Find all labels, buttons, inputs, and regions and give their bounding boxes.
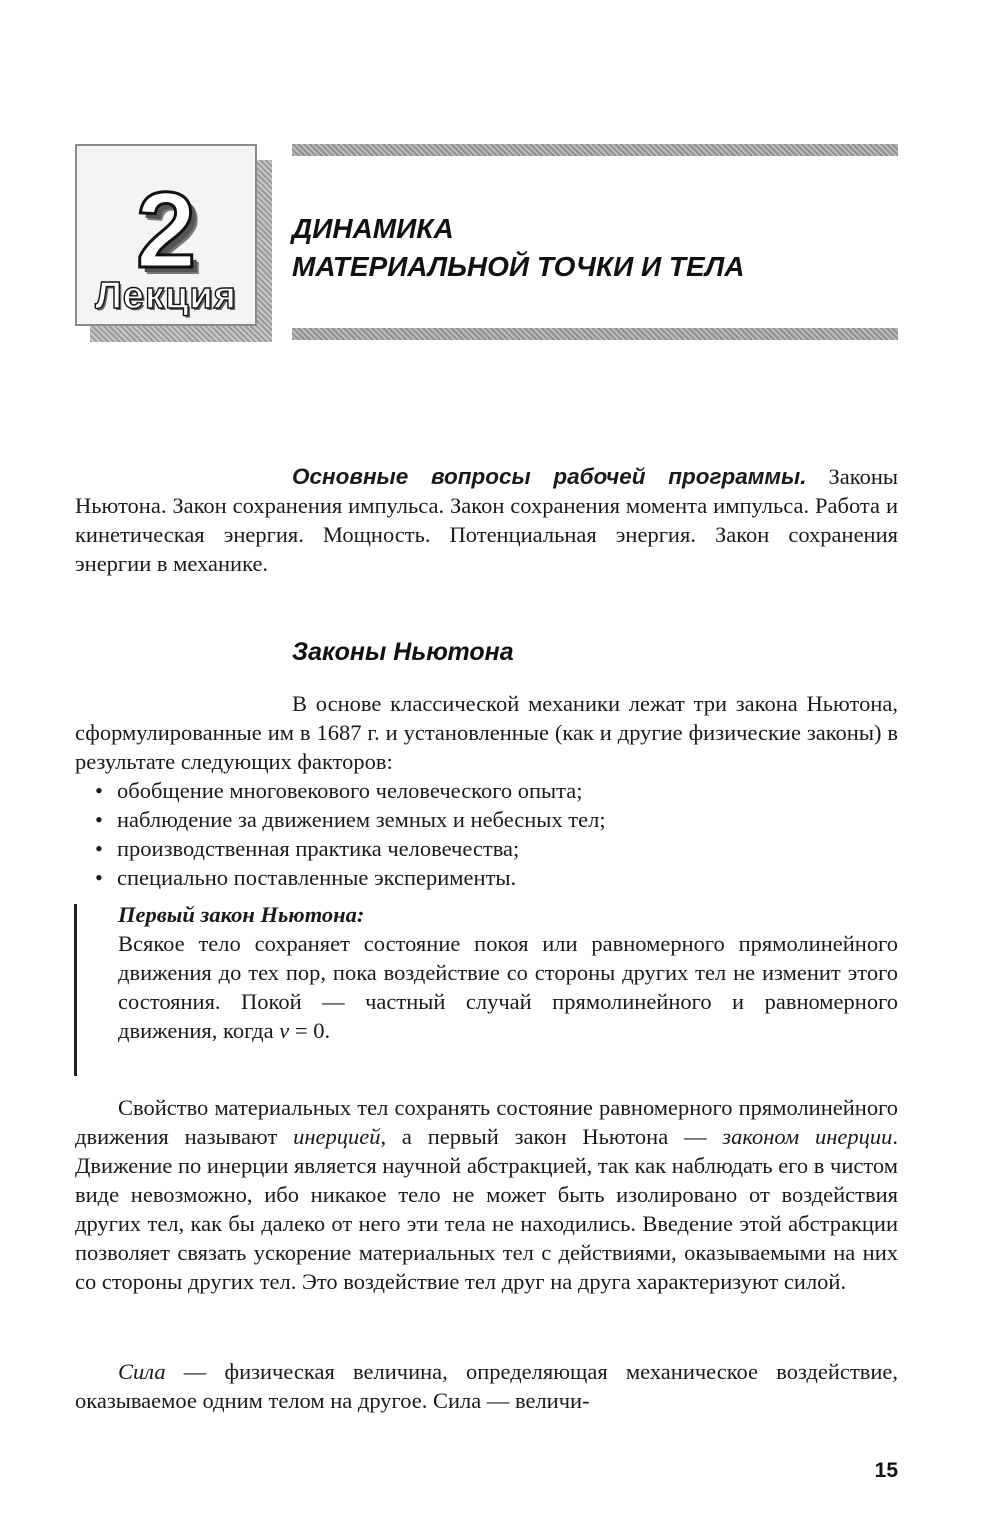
inertia-paragraph-part-2: , а первый закон Ньютона — (380, 1124, 723, 1149)
program-questions-lead: Основные вопросы рабочей программы. (292, 464, 807, 489)
force-definition: — физическая величина, определяющая механическое воздействие, оказываемое одним телом на другое. Сила — величи- (75, 1359, 898, 1413)
program-questions-text: Законы Ньютона. Закон сохранения импульса. Закон сохранения момента импульса. Работа и кинетическая энергия. Мощность. Потенциальная энергия. Закон сохранения энергии в механике. (75, 464, 898, 576)
first-law-statement: Всякое тело сохраняет состояние покоя или равномерного прямолинейного движения до тех пор, пока воздействие со стороны других тел не изменит этого состояния. Покой — частный случай прямолинейного и равномерного движения, когда (118, 931, 898, 1043)
inertia-term: инерцией (293, 1124, 381, 1149)
page-number: 15 (874, 1459, 898, 1482)
chapter-title (292, 210, 898, 286)
list-item: • обобщение многовекового человеческого опыта; (95, 776, 606, 805)
first-law-title-colon: : (356, 902, 365, 927)
first-law-title (118, 900, 898, 929)
velocity-symbol: v (279, 1018, 290, 1043)
lecture-number: 2 (135, 169, 197, 290)
list-item: • специально поставленные эксперименты. (95, 863, 606, 892)
header-rule-bottom (292, 328, 898, 340)
program-questions-paragraph (75, 462, 898, 578)
law-of-inertia-term: законом инерции (722, 1124, 893, 1149)
lecture-badge (75, 144, 257, 326)
list-item: • производственная практика человечества; (95, 834, 606, 863)
law-margin-bar (74, 904, 77, 1076)
inertia-paragraph-part-1: Свойство материальных тел сохранять состояние равномерного прямолинейного движения называют (75, 1095, 898, 1149)
first-law-text (118, 929, 898, 1045)
first-law-title-text: Первый закон Ньютона (118, 902, 357, 927)
force-term: Сила (118, 1359, 166, 1384)
header-rule-top (292, 144, 898, 156)
inertia-paragraph (75, 1093, 898, 1296)
section-title: Законы Ньютона (292, 638, 514, 666)
factors-list (95, 776, 606, 892)
list-item: • наблюдение за движением земных и небесных тел; (95, 805, 606, 834)
newton-laws-intro-paragraph: В основе классической механики лежат три закона Ньютона, сформулированные им в 1687 г. и установленные (как и другие физические законы) в результате следующих факторов: (75, 691, 898, 774)
chapter-title-line-2: МАТЕРИАЛЬНОЙ ТОЧКИ И ТЕЛА (292, 251, 745, 282)
force-paragraph (75, 1357, 898, 1415)
lecture-label: Лекция (95, 275, 237, 317)
first-law-tail: = 0. (289, 1018, 331, 1043)
inertia-paragraph-part-3: . Движение по инерции является научной абстракцией, так как наблюдать его в чистом виде невозможно, ибо никакое тело не может быть изолировано от воздействия других тел, как бы далеко от него эти тела не находились. Введение этой абстракции позволяет связать ускорение материальных тел с действиями, оказываемыми на них со стороны других тел. Это воздействие тел друг на друга характеризуют силой. (75, 1124, 898, 1294)
chapter-title-line-1: ДИНАМИКА (292, 213, 454, 244)
first-law-block (118, 900, 898, 1045)
